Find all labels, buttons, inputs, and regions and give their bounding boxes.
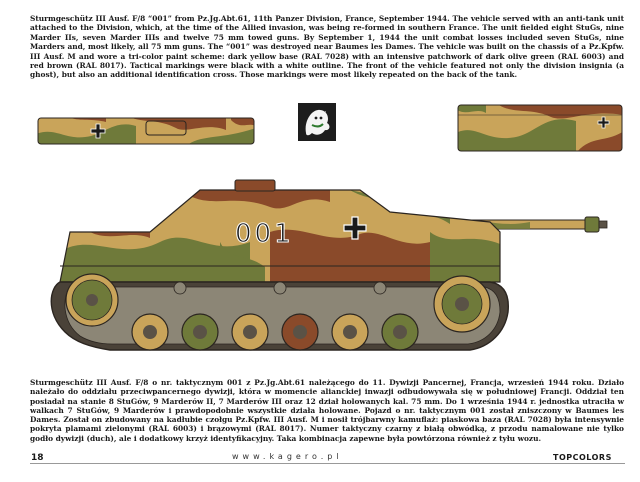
brand-label: TOPCOLORS (553, 453, 612, 462)
website-link[interactable]: www.kagero.pl (232, 452, 343, 461)
rear-view-panel (456, 103, 624, 153)
polish-caption: Sturmgeschütz III Ausf. F/8 o nr. taktycznym 001 z Pz.Jg.Abt.61 należącego do 11. Dywizji Pancernej, Francja, wrzesień 1944 roku. Działo należało do oddziału przeciwpancernego dywizji, która w momencie alianckiej inwazji odbudowywała się w południowej Francji. Oddział ten posiadał na stanie 8 StuGów, 9 Marderów II, 7 Marderów III oraz 12 dział holowanych kal. 75 mm. Do 1 września 1944 r. jednostka utraciła w walkach 7 StuGów, 9 Marderów i prawdopodobnie wszystkie działa holowane. Pojazd o nr. taktycznym 001 został zniszczony w Baumes les Dames. Został on zbudowany na kadłubie czołgu Pz.Kpfw. III Ausf. M i nosił trójbarwny kamuflaż: piaskowa baza (RAL 7028) była intensywnie pokryta plamami zielonymi (RAL 6003) i brązowymi (RAL 8017). Numer taktyczny czarny z białą obwódką, z przodu namalowane nie tylko godło dywizji (duch), ale i dodatkowy krzyż identyfikacyjny. Taka kombinacja zapewne była powtórzona również z tyłu wozu. (30, 378, 624, 443)
page-number: 18 (31, 453, 44, 463)
idler-wheel (434, 276, 490, 332)
english-caption: Sturmgeschütz III Ausf. F/8 “001” from Pz.Jg.Abt.61, 11th Panzer Division, France, September 1944. The vehicle served with an anti-tank unit attached to the Division, which, at the time of the Allied invasion, was being re-formed in southern France. The unit fielded eight StuGs, nine Marder IIs, seven Marder IIIs and twelve 75 mm towed guns. By September 1, 1944 the unit combat losses included seven StuGs, nine Marders and, most likely, all 75 mm guns. The “001” was destroyed near Baumes les Dames. The vehicle was built on the chassis of a Pz.Kpfw. III Ausf. M and wore a tri-color paint scheme: dark yellow base (RAL 7028) with an intensive patchwork of dark olive green (RAL 6003) and red brown (RAL 8017). Tactical markings were black with a white outline. The front of the vehicle featured not only the division insignia (a ghost), but also an additional identification cross. Those markings were most likely repeated on the back of the tank. (30, 14, 624, 80)
tactical-number: 001 (235, 219, 294, 249)
stug-side-profile (30, 172, 625, 372)
division-insignia-ghost (298, 103, 336, 141)
footer-rule (30, 463, 625, 464)
top-view-front-plate (36, 116, 256, 146)
drive-sprocket (66, 274, 118, 326)
